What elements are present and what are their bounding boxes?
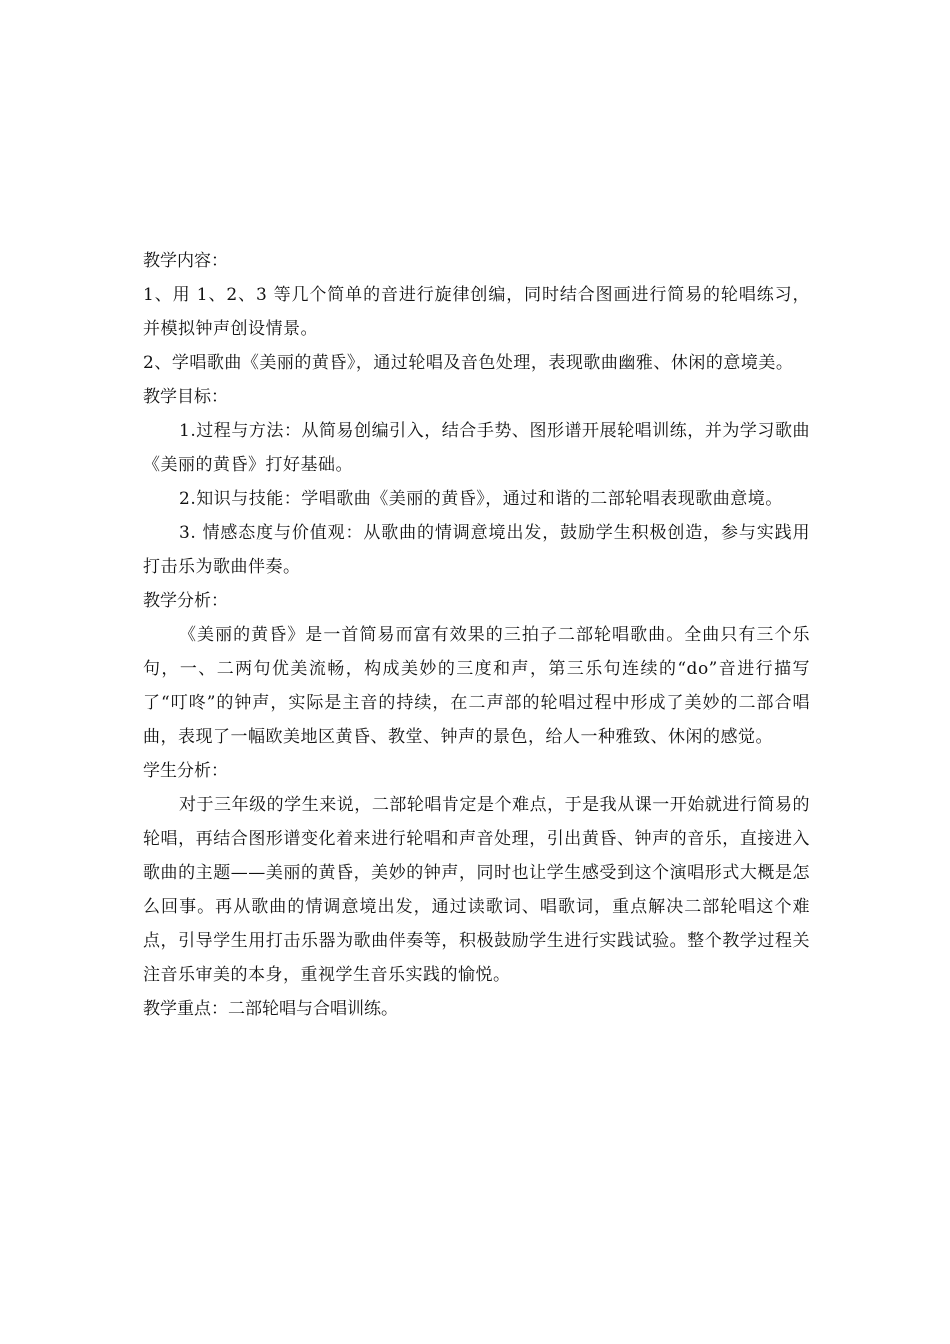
objective-item-2: 2.知识与技能：学唱歌曲《美丽的黄昏》，通过和谐的二部轮唱表现歌曲意境。 — [179, 489, 783, 509]
content-heading: 教学内容： — [143, 251, 228, 271]
objectives-heading: 教学目标： — [143, 387, 228, 407]
objective-item-3: 3. 情感态度与价值观：从歌曲的情调意境出发，鼓励学生积极创造，参与实践用打击乐为歌曲伴奏。 — [143, 523, 810, 577]
key-point-line: 教学重点：二部轮唱与合唱训练。 — [143, 999, 398, 1019]
analysis-paragraph: 《美丽的黄昏》是一首简易而富有效果的三拍子二部轮唱歌曲。全曲只有三个乐句，一、二两句优美流畅，构成美妙的三度和声，第三乐句连续的“do”音进行描写了“叮咚”的钟声，实际是主音的持续，在二声部的轮唱过程中形成了美妙的二部合唱曲，表现了一幅欧美地区黄昏、教堂、钟声的景色，给人一种雅致、休闲的感觉。 — [143, 625, 810, 747]
content-item-2: 2、学唱歌曲《美丽的黄昏》，通过轮唱及音色处理，表现歌曲幽雅、休闲的意境美。 — [143, 353, 794, 373]
analysis-heading: 教学分析： — [143, 591, 228, 611]
students-heading: 学生分析： — [143, 761, 228, 781]
document-page — [143, 244, 810, 1026]
content-item-1: 1、用 1、2、3 等几个简单的音进行旋律创编，同时结合图画进行简易的轮唱练习，并模拟钟声创设情景。 — [143, 285, 810, 339]
objective-item-1: 1.过程与方法：从简易创编引入，结合手势、图形谱开展轮唱训练，并为学习歌曲《美丽的黄昏》打好基础。 — [143, 421, 810, 475]
students-paragraph: 对于三年级的学生来说，二部轮唱肯定是个难点，于是我从课一开始就进行简易的轮唱，再结合图形谱变化着来进行轮唱和声音处理，引出黄昏、钟声的音乐，直接进入歌曲的主题——美丽的黄昏，美妙的钟声，同时也让学生感受到这个演唱形式大概是怎么回事。再从歌曲的情调意境出发，通过读歌词、唱歌词，重点解决二部轮唱这个难点，引导学生用打击乐器为歌曲伴奏等，积极鼓励学生进行实践试验。整个教学过程关注音乐审美的本身，重视学生音乐实践的愉悦。 — [143, 795, 810, 985]
